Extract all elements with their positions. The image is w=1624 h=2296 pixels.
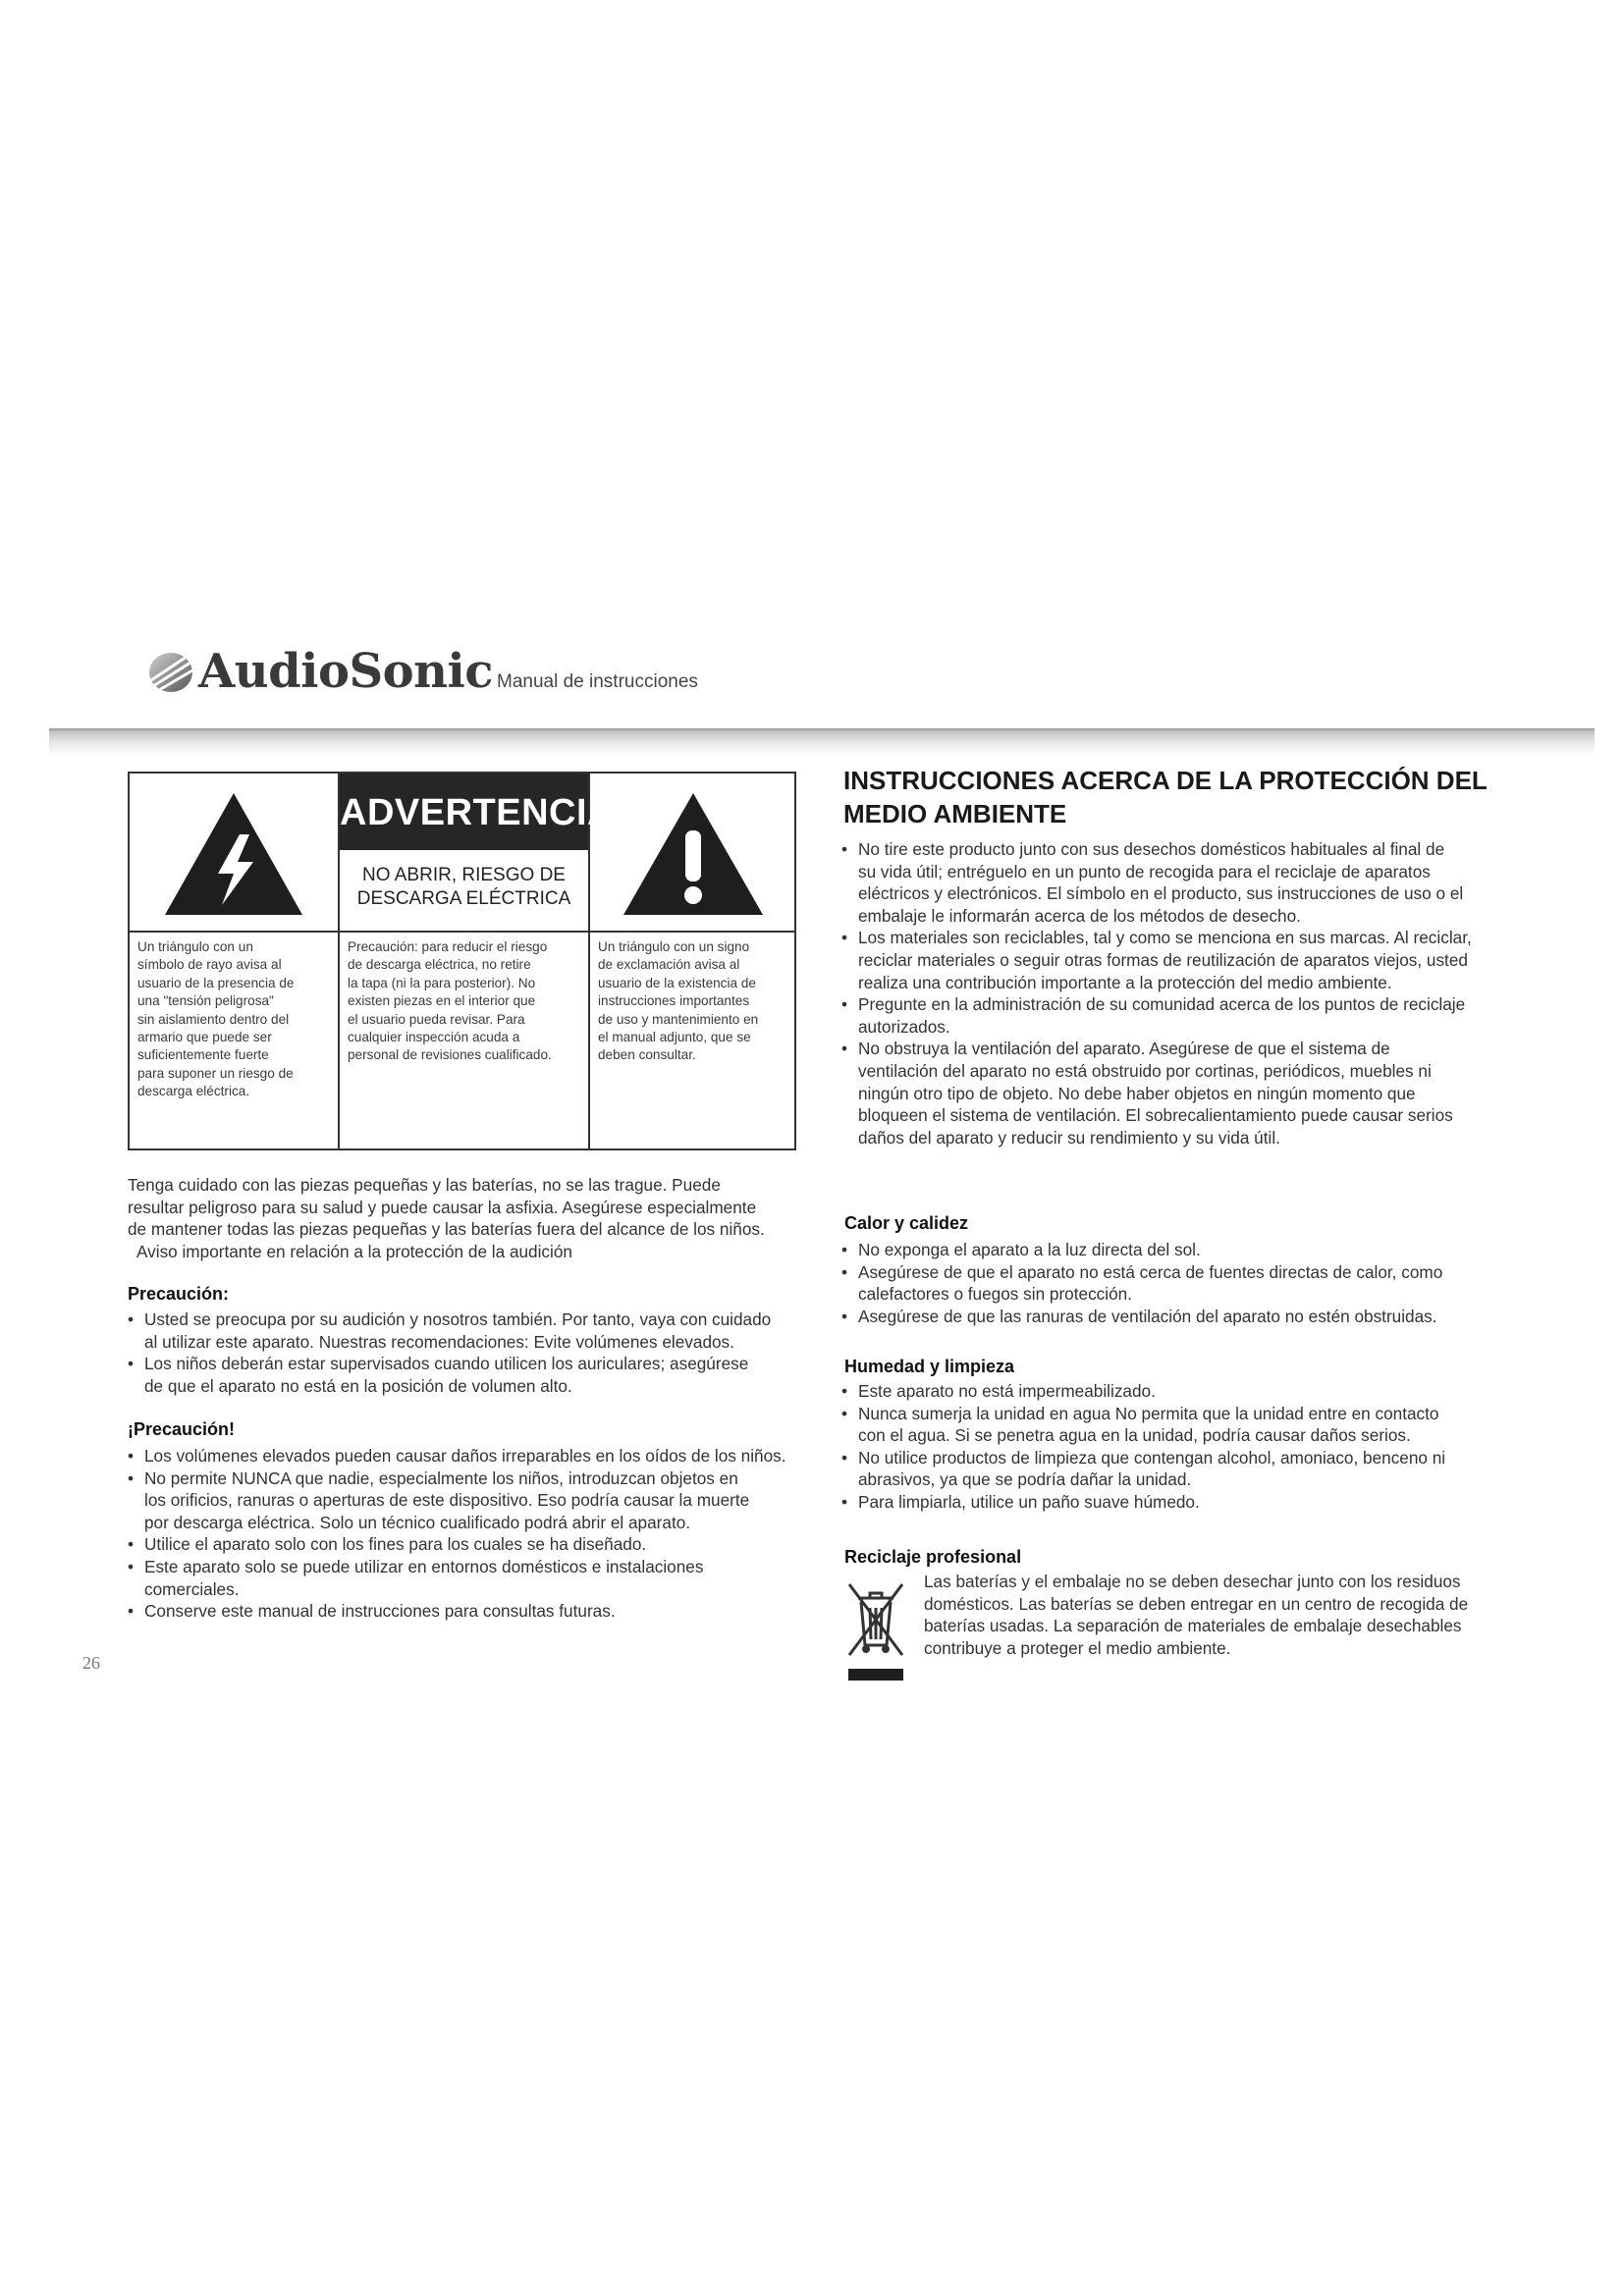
calor-heading: Calor y calidez — [844, 1213, 969, 1233]
humedad-list — [838, 1380, 1535, 1514]
list-item: • No obstruya la ventilación del aparato. Asegúrese de que el sistema de ventilación del aparato no está obstruido por cortinas, periódicos, muebles ni ningún otro tipo de objeto. No debe haber objetos en ningún momento que bloqueen el sistema de ventilación. El sobrecalientamiento puede causar serios daños del aparato y reducir su rendimiento y su vida útil. — [838, 1038, 1535, 1148]
warning-col-left — [130, 774, 340, 1148]
list-item: • Utilice el aparato solo con los fines para los cuales se ha diseñado. — [124, 1533, 821, 1556]
environment-list — [838, 838, 1535, 1148]
list-item: • Usted se preocupa por su audición y nosotros también. Por tanto, vaya con cuidado al utilizar este aparato. Nuestras recomendaciones: Evite volúmenes elevados. — [124, 1308, 811, 1353]
list-item: • Pregunte en la administración de su comunidad acerca de los puntos de reciclaje autorizados. — [838, 993, 1535, 1038]
warning-divider — [590, 931, 794, 933]
crossed-out-bin-icon — [846, 1576, 905, 1682]
warning-table — [128, 772, 796, 1150]
warning-subtitle: NO ABRIR, RIESGO DE DESCARGA ELÉCTRICA — [356, 865, 571, 909]
precaucion-list — [124, 1308, 811, 1397]
reciclaje-heading: Reciclaje profesional — [844, 1547, 1022, 1567]
header-divider-bar — [49, 728, 1595, 756]
exclamation-explanation: Un triángulo con un signo de exclamación avisa al usuario de la existencia de instrucciones importantes de uso y mantenimiento en el manual adjunto, que se deben consultar. — [598, 939, 759, 1063]
precaucion-exclamation-heading: ¡Precaución! — [128, 1419, 236, 1439]
small-parts-warning: Tenga cuidado con las piezas pequeñas y las baterías, no se las trague. Puede resultar peligroso para su salud y puede causar la asfixia. Asegúrese especialmente de mantener todas las piezas pequeñas y las baterías fuera del alcance de los niños. — [128, 1175, 765, 1240]
reciclaje-text: Las baterías y el embalaje no se deben desechar junto con los residuos domésticos. Las baterías se deben entregar en un centro de recogida de baterías usadas. La separación de materiales de embalaje desechables contribuye a proteger el medio ambiente. — [924, 1572, 1469, 1658]
audiosonic-logo-icon — [147, 651, 194, 694]
list-item: • Conserve este manual de instrucciones para consultas futuras. — [124, 1600, 821, 1623]
list-item: • No exponga el aparato a la luz directa del sol. — [838, 1239, 1535, 1261]
list-item: • Este aparato no está impermeabilizado. — [838, 1380, 1535, 1403]
warning-col-middle — [340, 774, 615, 1148]
calor-list — [838, 1239, 1535, 1327]
list-item: • Los materiales son reciclables, tal y como se menciona en sus marcas. Al reciclar, reciclar materiales o seguir otras formas de reutilización de aparatos viejos, usted realiza una contribución importante a la protección del medio ambiente. — [838, 927, 1535, 993]
brand-name: AudioSonic — [198, 644, 493, 699]
warning-banner: ADVERTENCIA — [340, 774, 588, 850]
precaucion-exclamation-list — [124, 1445, 821, 1623]
manual-title: Manual de instrucciones — [497, 671, 698, 692]
list-item: • No tire este producto junto con sus desechos domésticos habituales al final de su vida útil; entréguelo en un punto de recogida para el reciclaje de aparatos eléctricos y electrónicos. El símbolo en el producto, sus instrucciones de uso o el embalaje le informarán acerca de los métodos de desecho. — [838, 838, 1535, 927]
list-item: • Este aparato solo se puede utilizar en entornos domésticos e instalaciones comerciales. — [124, 1556, 821, 1600]
page-header — [147, 644, 1522, 707]
list-item: • Para limpiarla, utilice un paño suave húmedo. — [838, 1491, 1535, 1514]
list-item: • Los niños deberán estar supervisados cuando utilicen los auriculares; asegúrese de que el aparato no está en la posición de volumen alto. — [124, 1353, 811, 1397]
environment-section-title: INSTRUCCIONES ACERCA DE LA PROTECCIÓN DEL MEDIO AMBIENTE — [843, 766, 1488, 828]
list-item: • Nunca sumerja la unidad en agua No permita que la unidad entre en contacto con el agua. Si se penetra agua en la unidad, podría causar daños serios. — [838, 1403, 1535, 1447]
list-item: • No utilice productos de limpieza que contengan alcohol, amoniaco, benceno ni abrasivos, ya que se podría dañar la unidad. — [838, 1447, 1535, 1491]
list-item: • No permite NUNCA que nadie, especialmente los niños, introduzcan objetos en los orificios, ranuras o aperturas de este dispositivo. Eso podría causar la muerte por descarga eléctrica. Solo un técnico cualificado podrá abrir el aparato. — [124, 1468, 821, 1534]
list-item: • Los volúmenes elevados pueden causar daños irreparables en los oídos de los niños. — [124, 1445, 821, 1468]
list-item: • Asegúrese de que las ranuras de ventilación del aparato no estén obstruidas. — [838, 1306, 1535, 1328]
lightning-triangle-icon — [163, 791, 304, 917]
precaucion-heading: Precaución: — [128, 1284, 230, 1304]
caution-explanation: Precaución: para reducir el riesgo de descarga eléctrica, no retire la tapa (ni la para posterior). No existen piezas en el interior que el usuario pueda revisar. Para cualquier inspección acuda a personal de revisiones cualificado. — [348, 939, 552, 1063]
hearing-protection-note: Aviso importante en relación a la protección de la audición — [136, 1242, 572, 1261]
lightning-explanation: Un triángulo con un símbolo de rayo avisa al usuario de la presencia de una "tensión peligrosa" sin aislamiento dentro del armario que puede ser suficientemente fuerte para suponer un riesgo de descarga eléctrica. — [137, 939, 295, 1099]
warning-divider — [130, 931, 338, 933]
exclamation-triangle-icon — [622, 791, 765, 917]
list-item: • Asegúrese de que el aparato no está cerca de fuentes directas de calor, como calefactores o fuegos sin protección. — [838, 1261, 1535, 1306]
warning-divider — [340, 931, 588, 933]
warning-col-right — [590, 774, 794, 1148]
humedad-heading: Humedad y limpieza — [844, 1357, 1015, 1376]
page-number: 26 — [82, 1653, 100, 1673]
